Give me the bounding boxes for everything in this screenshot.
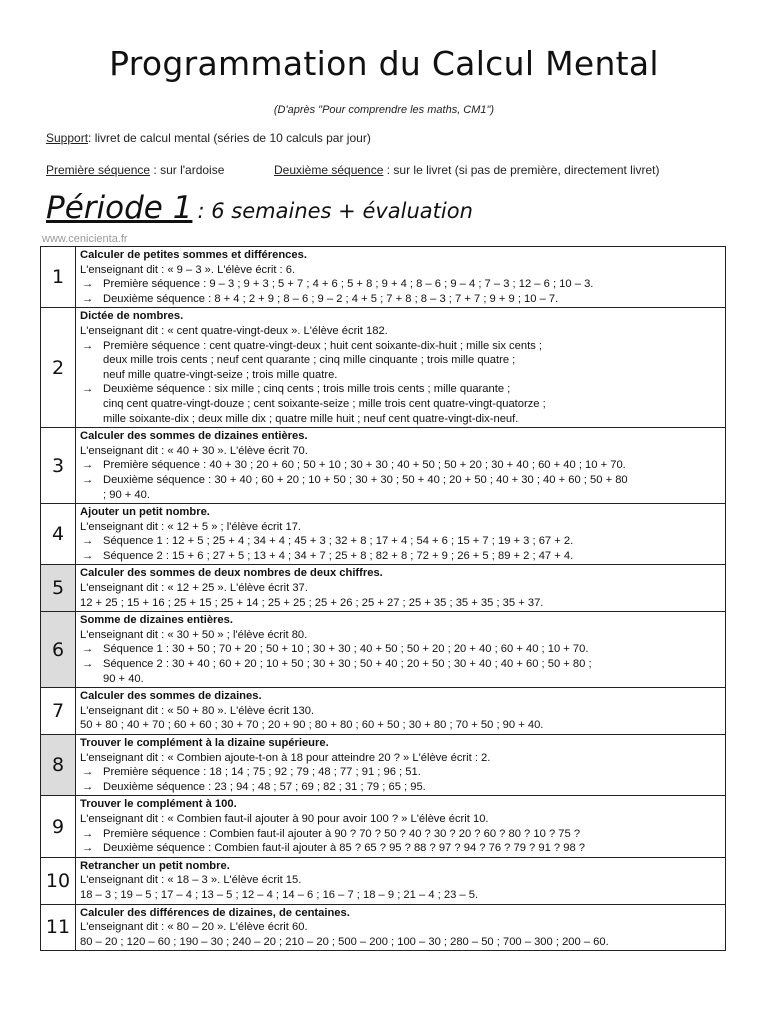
support-label: Support: [46, 131, 89, 145]
row-content: [76, 735, 726, 796]
deuxieme-sequence-line: [274, 163, 660, 177]
bullet-continuation: cinq cent quatre-vingt-douze ; cent soixante-seize ; mille trois cent quatre-vingt-quatorze ;: [103, 397, 546, 410]
row-example: L'enseignant dit : « 9 – 3 ». L'élève écrit : 6.: [80, 263, 296, 276]
bullet-item: [80, 780, 721, 795]
bullet-continuation: ; 90 + 40.: [103, 488, 150, 501]
bullet-text: Deuxième séquence : Combien faut-il ajouter à 85 ? 65 ? 95 ? 88 ? 97 ? 94 ? 76 ? 79 ? 91 ? 98 ?: [103, 842, 586, 855]
bullet-text: Séquence 1 : 30 + 50 ; 70 + 20 ; 50 + 10 ; 30 + 30 ; 40 + 50 ; 50 + 20 ; 20 + 40 ; 60 + 40 ; 10 + 70.: [103, 643, 589, 656]
bullet-item: [80, 841, 721, 856]
row-title: Trouver le complément à la dizaine supérieure.: [80, 737, 329, 749]
row-example: L'enseignant dit : « 12 + 5 » ; l'élève écrit 17.: [80, 520, 302, 533]
table-row: [41, 796, 726, 857]
row-title: Trouver le complément à 100.: [80, 798, 237, 811]
table-row: [41, 247, 726, 308]
deuxieme-sequence-text: : sur le livret (si pas de première, directement livret): [386, 163, 660, 177]
row-content: [76, 857, 726, 904]
arrow-icon: →: [82, 766, 94, 779]
row-number: 7: [41, 688, 76, 735]
row-example: L'enseignant dit : « 50 + 80 ». L'élève écrit 130.: [80, 704, 315, 717]
bullet-text: Séquence 2 : 30 + 40 ; 60 + 20 ; 10 + 50 ; 30 + 30 ; 50 + 40 ; 20 + 50 ; 30 + 40 ; 40 + 60 ; 50 + 80 ;: [103, 658, 592, 671]
bullet-item: [80, 473, 721, 488]
bullet-text: Première séquence : cent quatre-vingt-deux ; huit cent soixante-dix-huit ; mille six cents ;: [103, 339, 543, 352]
bullet-item: [80, 827, 721, 842]
row-title: Somme de dizaines entières.: [80, 614, 233, 627]
row-example: L'enseignant dit : « 80 – 20 ». L'élève écrit 60.: [80, 921, 308, 934]
premiere-sequence-text: : sur l'ardoise: [153, 163, 225, 177]
row-number: 2: [41, 308, 76, 428]
row-content: [76, 612, 726, 688]
row-title: Calculer des différences de dizaines, de centaines.: [80, 906, 350, 919]
row-content: [76, 688, 726, 735]
bullet-continuation: mille soixante-dix ; deux mille dix ; quatre mille huit ; neuf cent quatre-vingt-dix-neuf.: [103, 412, 519, 425]
bullet-item: [80, 339, 721, 354]
arrow-icon: →: [82, 278, 94, 291]
row-series: 18 – 3 ; 19 – 5 ; 17 – 4 ; 13 – 5 ; 12 – 4 ; 14 – 6 ; 16 – 7 ; 18 – 9 ; 21 – 4 ; 23 – 5.: [80, 888, 479, 901]
arrow-icon: →: [82, 842, 94, 855]
row-series: 12 + 25 ; 15 + 16 ; 25 + 15 ; 25 + 14 ; 25 + 25 ; 25 + 26 ; 25 + 27 ; 25 + 35 ; 35 + 35 ; 35 + 37.: [80, 596, 544, 609]
table-row: [41, 565, 726, 612]
row-content: [76, 308, 726, 428]
row-number: 9: [41, 796, 76, 857]
bullet-item: [80, 642, 721, 657]
row-example: L'enseignant dit : « 30 + 50 » ; l'élève écrit 80.: [80, 628, 308, 641]
bullet-item: [80, 292, 721, 307]
periode-label: Période 1: [46, 190, 193, 226]
row-example: L'enseignant dit : « Combien ajoute-t-on à 18 pour atteindre 20 ? » L'élève écrit : 2.: [80, 751, 491, 764]
table-row: [41, 688, 726, 735]
row-title: Retrancher un petit nombre.: [80, 859, 230, 872]
bullet-text: Séquence 2 : 15 + 6 ; 27 + 5 ; 13 + 4 ; 34 + 7 ; 25 + 8 ; 82 + 8 ; 72 + 9 ; 26 + 5 ; 89 + 2 ; 47 + 4.: [103, 549, 574, 562]
row-number: 1: [41, 247, 76, 308]
bullet-text: Deuxième séquence : six mille ; cinq cents ; trois mille trois cents ; mille quarante ;: [103, 383, 511, 396]
row-series: 50 + 80 ; 40 + 70 ; 60 + 60 ; 30 + 70 ; 20 + 90 ; 80 + 80 ; 60 + 50 ; 30 + 80 ; 70 + 50 ; 90 + 40.: [80, 719, 544, 732]
table-row: [41, 504, 726, 565]
bullet-continuation: neuf mille quatre-vingt-seize ; trois mille quatre.: [103, 368, 338, 381]
page-title: Programmation du Calcul Mental: [109, 44, 659, 83]
row-number: 3: [41, 428, 76, 504]
bullet-text: Première séquence : 18 ; 14 ; 75 ; 92 ; 79 ; 48 ; 77 ; 91 ; 96 ; 51.: [103, 766, 421, 779]
row-content: [76, 904, 726, 951]
bullet-item: [80, 534, 721, 549]
support-text: : livret de calcul mental (séries de 10 calculs par jour): [88, 131, 371, 145]
row-content: [76, 796, 726, 857]
bullet-text: Deuxième séquence : 8 + 4 ; 2 + 9 ; 8 – 6 ; 9 – 2 ; 4 + 5 ; 7 + 8 ; 8 – 3 ; 7 + 7 ; 9 + 9 ; 10 – 7.: [103, 292, 559, 305]
table-row: [41, 904, 726, 951]
premiere-sequence-line: [46, 163, 224, 177]
table-row: [41, 857, 726, 904]
bullet-text: Deuxième séquence : 30 + 40 ; 60 + 20 ; 10 + 50 ; 30 + 30 ; 50 + 40 ; 20 + 50 ; 40 + 30 ; 40 + 60 ; 50 + 80: [103, 473, 628, 486]
premiere-sequence-label: Première séquence: [46, 163, 151, 177]
table-row: [41, 735, 726, 796]
bullet-item: [80, 549, 721, 564]
row-title: Calculer de petites sommes et différences.: [80, 249, 307, 261]
bullet-continuation: deux mille trois cents ; neuf cent quarante ; cinq mille cinquante ; trois mille quatre ;: [103, 354, 516, 367]
row-title: Dictée de nombres.: [80, 310, 184, 323]
bullet-item: [80, 458, 721, 473]
bullet-text: Première séquence : Combien faut-il ajouter à 90 ? 70 ? 50 ? 40 ? 30 ? 20 ? 60 ? 80 ? 10 ? 75 ?: [103, 827, 581, 840]
bullet-item: [80, 382, 721, 397]
arrow-icon: →: [82, 827, 94, 840]
row-series: 80 – 20 ; 120 – 60 ; 190 – 30 ; 240 – 20 ; 210 – 20 ; 500 – 200 ; 100 – 30 ; 280 – 50 ; 700 – 300 ; 200 – 60.: [80, 935, 609, 948]
row-number: 5: [41, 565, 76, 612]
arrow-icon: →: [82, 549, 94, 562]
watermark: www.cenicienta.fr: [42, 233, 128, 245]
row-title: Calculer des sommes de dizaines.: [80, 690, 262, 703]
arrow-icon: →: [82, 780, 94, 793]
row-number: 8: [41, 735, 76, 796]
row-example: L'enseignant dit : « Combien faut-il ajouter à 90 pour avoir 100 ? » L'élève écrit 10.: [80, 812, 489, 825]
arrow-icon: →: [82, 473, 94, 486]
bullet-text: Première séquence : 9 – 3 ; 9 + 3 ; 5 + 7 ; 4 + 6 ; 5 + 8 ; 9 + 4 ; 8 – 6 ; 9 – 4 ; 7 – 3 ; 12 – 6 ; 10 – 3.: [103, 278, 594, 291]
row-number: 6: [41, 612, 76, 688]
arrow-icon: →: [82, 339, 94, 352]
support-line: [46, 131, 371, 145]
row-example: L'enseignant dit : « 40 + 30 ». L'élève écrit 70.: [80, 444, 308, 457]
row-content: [76, 504, 726, 565]
row-title: Ajouter un petit nombre.: [80, 506, 210, 519]
bullet-item: [80, 657, 721, 672]
deuxieme-sequence-label: Deuxième séquence: [274, 163, 384, 177]
row-example: L'enseignant dit : « 12 + 25 ». L'élève écrit 37.: [80, 582, 308, 595]
row-title: Calculer des sommes de deux nombres de deux chiffres.: [80, 567, 383, 580]
bullet-continuation: 90 + 40.: [103, 672, 144, 685]
row-title: Calculer des sommes de dizaines entières.: [80, 430, 308, 443]
row-example: L'enseignant dit : « cent quatre-vingt-deux ». L'élève écrit 182.: [80, 324, 388, 337]
row-content: [76, 428, 726, 504]
bullet-text: Deuxième séquence : 23 ; 94 ; 48 ; 57 ; 69 ; 82 ; 31 ; 79 ; 65 ; 95.: [103, 780, 426, 793]
row-content: [76, 565, 726, 612]
row-content: [76, 247, 726, 308]
arrow-icon: →: [82, 535, 94, 548]
source-note: (D'après "Pour comprendre les maths, CM1"): [273, 104, 495, 116]
bullet-item: [80, 765, 721, 780]
row-number: 11: [41, 904, 76, 951]
bullet-item: [80, 277, 721, 292]
table-row: [41, 308, 726, 428]
row-example: L'enseignant dit : « 18 – 3 ». L'élève écrit 15.: [80, 874, 302, 887]
arrow-icon: →: [82, 459, 94, 472]
arrow-icon: →: [82, 292, 94, 305]
row-number: 10: [41, 857, 76, 904]
table-row: [41, 612, 726, 688]
arrow-icon: →: [82, 383, 94, 396]
programme-table: [40, 246, 726, 951]
periode-duration: : 6 semaines + évaluation: [197, 199, 473, 223]
row-number: 4: [41, 504, 76, 565]
table-row: [41, 428, 726, 504]
arrow-icon: →: [82, 658, 94, 671]
periode-heading: [46, 190, 473, 226]
bullet-text: Séquence 1 : 12 + 5 ; 25 + 4 ; 34 + 4 ; 45 + 3 ; 32 + 8 ; 17 + 4 ; 54 + 6 ; 15 + 7 ; 19 + 3 ; 67 + 2.: [103, 535, 574, 548]
bullet-text: Première séquence : 40 + 30 ; 20 + 60 ; 50 + 10 ; 30 + 30 ; 40 + 50 ; 50 + 20 ; 30 + 40 ; 60 + 40 ; 10 + 70.: [103, 459, 626, 472]
arrow-icon: →: [82, 643, 94, 656]
